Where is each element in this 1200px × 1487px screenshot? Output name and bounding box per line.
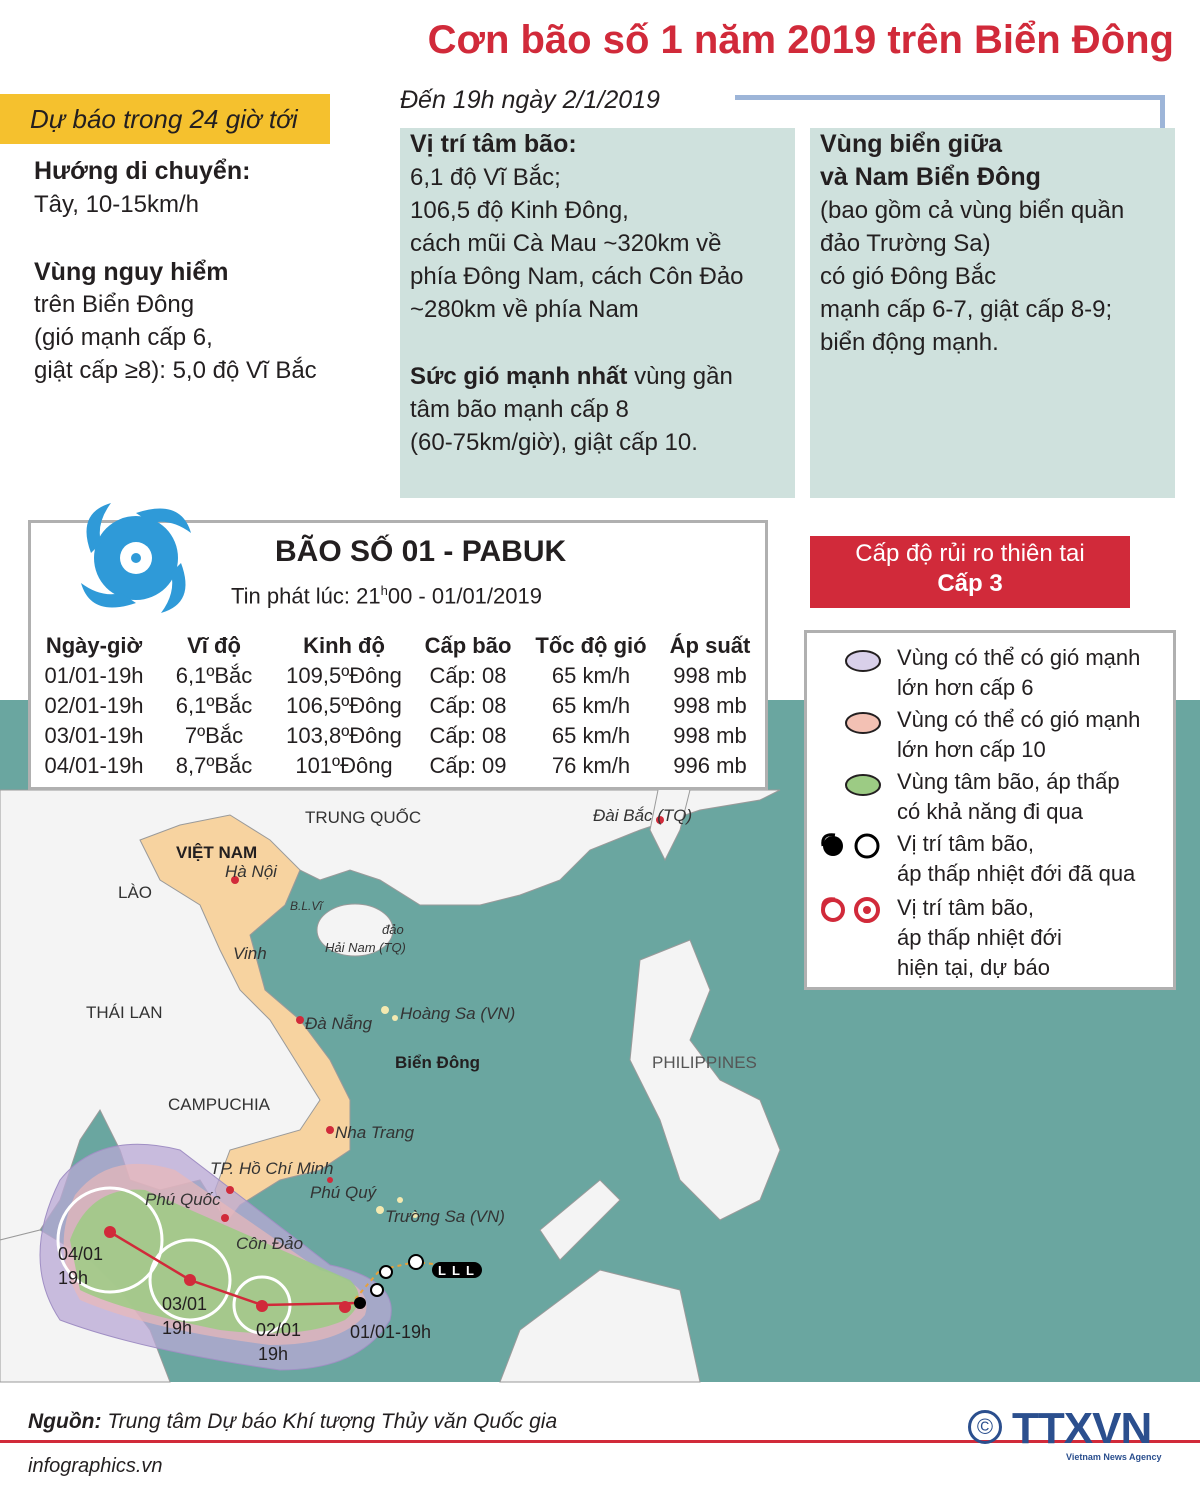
position-line: phía Đông Nam, cách Côn Đảo <box>410 263 744 290</box>
sea-line: đảo Trường Sa) <box>820 230 991 257</box>
forecast-badge-label: Dự báo trong 24 giờ tới <box>30 104 298 134</box>
storm-icon-0301 <box>184 1274 196 1286</box>
label-truongsa: Trường Sa (VN) <box>385 1207 505 1226</box>
danger-line: (gió mạnh cấp 6, <box>34 324 213 351</box>
past-marker-l: L <box>438 1263 446 1278</box>
sea-line: (bao gồm cả vùng biển quần <box>820 197 1125 224</box>
issued-sup: h <box>380 583 388 598</box>
cell: 109,5ºĐông <box>286 663 402 688</box>
cell: 03/01-19h <box>44 723 144 748</box>
position-panel <box>400 128 795 498</box>
pink-ellipse-icon <box>843 711 883 735</box>
cell: 998 mb <box>673 663 747 688</box>
col-longitude: Kinh độ <box>303 633 385 658</box>
past-position-icon <box>409 1255 423 1269</box>
label-phuquoc: Phú Quốc <box>145 1190 221 1209</box>
legend-text: Vùng có thể có gió mạnh <box>897 645 1141 670</box>
legend-text: áp thấp nhiệt đới đã qua <box>897 861 1136 886</box>
direction-value: Tây, 10-15km/h <box>34 191 199 218</box>
label-vietnam: VIỆT NAM <box>176 843 258 862</box>
danger-line: giật cấp ≥8): 5,0 độ Vĩ Bắc <box>34 357 317 384</box>
cell: 02/01-19h <box>44 693 144 718</box>
current-date: Đến 19h ngày 2/1/2019 <box>400 86 660 114</box>
purple-ellipse-icon <box>843 649 883 673</box>
col-datetime: Ngày-giờ <box>45 633 143 658</box>
position-heading: Vị trí tâm bão: <box>410 130 577 158</box>
position-line: 106,5 độ Kinh Đông, <box>410 197 629 224</box>
risk-label: Cấp độ rủi ro thiên tai <box>855 540 1085 567</box>
past-marker-l: L <box>452 1263 460 1278</box>
label-condao: Côn Đảo <box>236 1234 304 1253</box>
storm-icon-0101 <box>339 1301 351 1313</box>
label-danang: Đà Nẵng <box>305 1014 373 1033</box>
issued-suffix: 00 - 01/01/2019 <box>387 583 542 609</box>
sea-heading: Vùng biển giữa <box>820 130 1002 158</box>
track-label-0201: 02/01 <box>256 1320 302 1340</box>
green-ellipse-icon <box>843 773 883 797</box>
cell: Cấp: 08 <box>429 663 507 688</box>
cell: 65 km/h <box>551 693 631 718</box>
cell: 998 mb <box>673 693 747 718</box>
legend-text: có khả năng đi qua <box>897 799 1083 824</box>
storm-icon-0401 <box>104 1226 116 1238</box>
cell: Cấp: 09 <box>429 753 507 778</box>
position-line: ~280km về phía Nam <box>410 296 639 323</box>
track-label-0401: 04/01 <box>58 1244 104 1264</box>
label-laos: LÀO <box>118 883 153 902</box>
track-label-0101: 01/01-19h <box>350 1322 432 1342</box>
wind-line: vùng gần <box>634 363 733 390</box>
past-marker-l: L <box>466 1263 474 1278</box>
caumau-dot <box>221 1214 229 1222</box>
cell: 101ºĐông <box>295 753 393 778</box>
table-row <box>39 661 765 691</box>
current-storm-icon <box>817 895 887 925</box>
label-biendong: Biển Đông <box>395 1053 480 1072</box>
position-line: 6,1 độ Vĩ Bắc; <box>410 164 561 191</box>
direction-heading: Hướng di chuyển: <box>34 157 251 185</box>
cell: 7ºBắc <box>184 723 244 748</box>
cell: 76 km/h <box>551 753 631 778</box>
hoangsa-islands <box>381 1006 389 1014</box>
danger-line: trên Biển Đông <box>34 291 195 318</box>
cell: Cấp: 08 <box>429 723 507 748</box>
table-row <box>39 721 765 751</box>
table-row <box>39 751 765 781</box>
cell: 8,7ºBắc <box>175 753 253 778</box>
cell: 6,1ºBắc <box>175 693 253 718</box>
past-position-icon <box>380 1266 392 1278</box>
track-label-0301: 03/01 <box>162 1294 208 1314</box>
issued-time <box>231 583 542 609</box>
track-label-0401-time: 19h <box>58 1268 89 1288</box>
label-taibei: Đài Bắc (TQ) <box>593 806 693 825</box>
legend-text: lớn hơn cấp 10 <box>897 737 1046 762</box>
sea-line: có gió Đông Bắc <box>820 263 997 290</box>
col-latitude: Vĩ độ <box>187 633 241 658</box>
cell: 996 mb <box>673 753 747 778</box>
cell: 6,1ºBắc <box>175 663 253 688</box>
label-cambodia: CAMPUCHIA <box>168 1095 271 1114</box>
wind-line: (60-75km/giờ), giật cấp 10. <box>410 429 698 456</box>
wind-line: tâm bão mạnh cấp 8 <box>410 396 629 423</box>
label-nhatrang: Nha Trang <box>335 1123 415 1142</box>
site-link: infographics.vn <box>28 1455 163 1477</box>
source-label: Nguồn: <box>28 1410 102 1433</box>
position-line: cách mũi Cà Mau ~320km về <box>410 230 722 257</box>
source-note <box>28 1410 557 1434</box>
col-wind: Tốc độ gió <box>535 633 647 658</box>
risk-value: Cấp 3 <box>937 570 1003 597</box>
label-hcm: TP. Hồ Chí Minh <box>210 1159 334 1178</box>
label-hanoi: Hà Nội <box>225 862 277 881</box>
map-legend <box>804 630 1176 990</box>
wind-heading: Sức gió mạnh nhất <box>410 363 628 390</box>
label-china: TRUNG QUỐC <box>305 808 422 827</box>
cell: 65 km/h <box>551 723 631 748</box>
sea-line: biển động mạnh. <box>820 329 999 356</box>
legend-text: Vị trí tâm bão, <box>897 895 1034 920</box>
copyright-icon: © <box>968 1410 1002 1444</box>
legend-text: Vùng có thể có gió mạnh <box>897 707 1141 732</box>
danang-dot <box>296 1016 304 1024</box>
storm-table <box>39 631 765 781</box>
label-hainan: Hải Nam (TQ) <box>325 940 406 955</box>
legend-text: Vị trí tâm bão, <box>897 831 1034 856</box>
cell: 04/01-19h <box>44 753 144 778</box>
sea-line: mạnh cấp 6-7, giật cấp 8-9; <box>820 296 1113 323</box>
col-level: Cấp bão <box>424 633 512 658</box>
hcm-dot <box>226 1186 234 1194</box>
storm-icon-0201 <box>256 1300 268 1312</box>
legend-text: áp thấp nhiệt đới <box>897 925 1062 950</box>
label-hoangsa: Hoàng Sa (VN) <box>400 1004 516 1023</box>
track-label-0201-time: 19h <box>258 1344 289 1364</box>
legend-text: lớn hơn cấp 6 <box>897 675 1034 700</box>
issued-prefix: Tin phát lúc: 21 <box>231 583 381 609</box>
risk-level-box <box>810 536 1130 608</box>
label-dao: đảo <box>382 922 404 937</box>
past-position-icon <box>371 1284 383 1296</box>
legend-text: hiện tại, dự báo <box>897 955 1050 980</box>
current-position-icon <box>354 1297 366 1309</box>
cell: Cấp: 08 <box>429 693 507 718</box>
decorative-line <box>735 95 1165 131</box>
storm-swirl-icon <box>71 493 201 623</box>
agency-subtitle: Vietnam News Agency <box>1066 1452 1162 1462</box>
agency-logo: TTXVN <box>1012 1404 1152 1453</box>
label-phuquy: Phú Quý <box>310 1183 377 1202</box>
page-title: Cơn bão số 1 năm 2019 trên Biển Đông <box>427 18 1174 62</box>
past-storm-icon <box>817 831 887 861</box>
cell: 65 km/h <box>551 663 631 688</box>
label-philippines: PHILIPPINES <box>652 1053 757 1072</box>
sea-heading: và Nam Biển Đông <box>820 163 1041 191</box>
storm-info-box <box>28 520 768 790</box>
danger-heading: Vùng nguy hiểm <box>34 258 229 286</box>
label-thailand: THÁI LAN <box>86 1003 163 1022</box>
cell: 106,5ºĐông <box>286 693 402 718</box>
source-text: Trung tâm Dự báo Khí tượng Thủy văn Quốc gia <box>107 1410 558 1433</box>
cell: 998 mb <box>673 723 747 748</box>
sea-panel <box>810 128 1175 498</box>
legend-text: Vùng tâm bão, áp thấp <box>897 769 1120 794</box>
col-pressure: Áp suất <box>669 633 751 658</box>
forecast-badge <box>0 94 330 144</box>
track-label-0301-time: 19h <box>162 1318 193 1338</box>
cell: 01/01-19h <box>44 663 144 688</box>
truongsa-islands <box>376 1206 384 1214</box>
nhatrang-dot <box>326 1126 334 1134</box>
label-blvi: B.L.Vĩ <box>290 899 323 913</box>
cell: 103,8ºĐông <box>286 723 402 748</box>
label-vinh: Vinh <box>233 944 267 963</box>
storm-name: BÃO SỐ 01 - PABUK <box>275 535 567 568</box>
table-row <box>39 691 765 721</box>
